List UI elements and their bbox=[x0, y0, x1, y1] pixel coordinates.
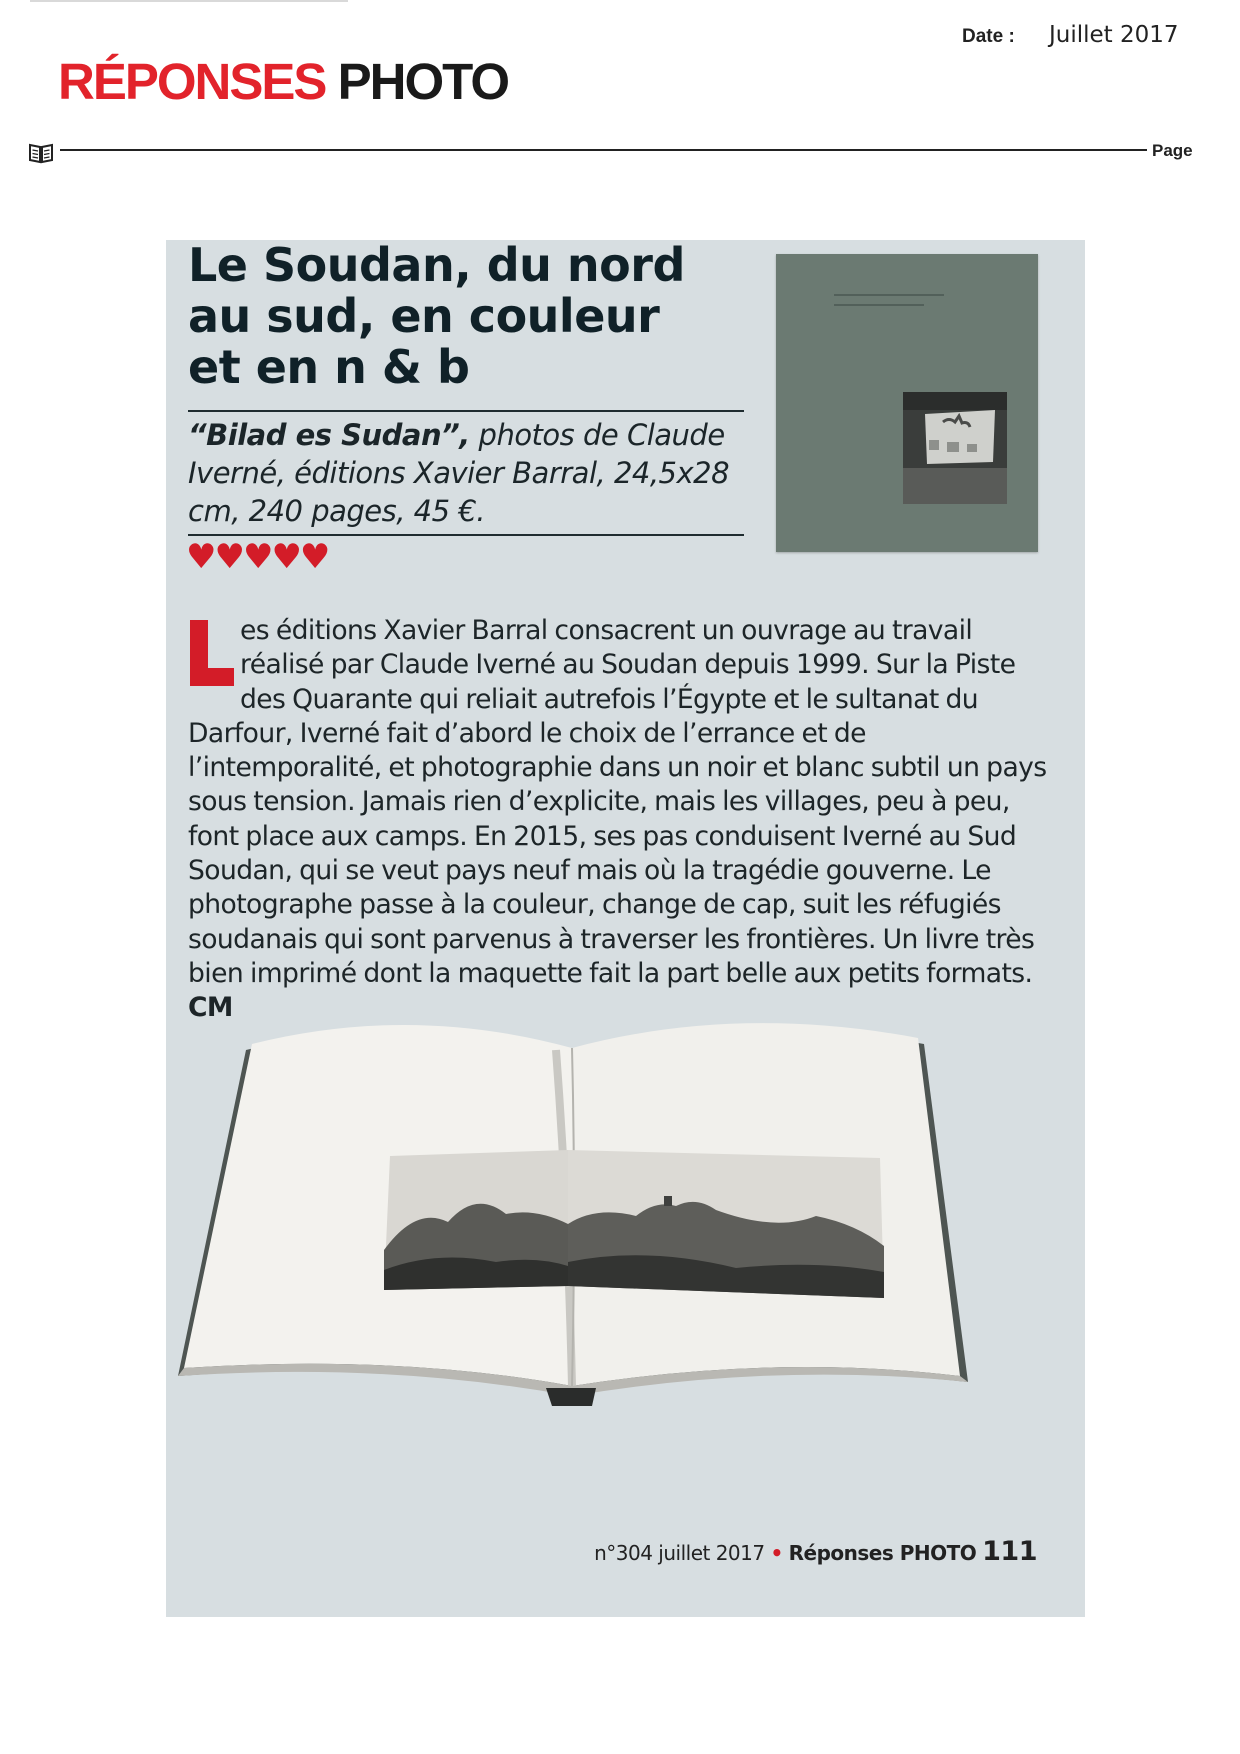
header-rule bbox=[60, 149, 1147, 151]
footer-bullet: • bbox=[770, 1541, 783, 1565]
article-body bbox=[188, 614, 1048, 1026]
page-footer bbox=[594, 1536, 1037, 1567]
logo-reponses: RÉPONSES bbox=[58, 53, 326, 110]
article-body-text: es éditions Xavier Barral consacrent un ouvrage au travail réalisé par Claude Iverné au Soudan depuis 1999. Sur la Piste des Quarante qui reliait autrefois l’Égypte et le sultanat du Darfour, Iverné fait d’abord le choix de l’errance et de l’intemporalité, et photographie dans un noir et blanc subtil un pays sous tension. Jamais rien d’explicite, mais les villages, peu à peu, font place aux camps. En 2015, ses pas conduisent Iverné au Sud Soudan, qui se veut pays neuf mais où la tragédie gouverne. Le photographe passe à la couleur, change de cap, suit les réfugiés soudanais qui sont parvenus à traverser les frontières. Un livre très bien imprimé dont la maquette fait la part belle aux petits formats. bbox=[188, 615, 1047, 989]
book-icon bbox=[28, 141, 54, 165]
article-panel bbox=[166, 240, 1085, 1617]
book-title: “Bilad es Sudan”, bbox=[188, 418, 470, 452]
dropcap-letter bbox=[188, 620, 240, 686]
logo-photo: PHOTO bbox=[337, 53, 509, 110]
author-signature: CM bbox=[188, 992, 233, 1024]
book-details: photos de Claude Iverné, éditions Xavier Barral, 24,5x28 cm, 240 pages, 45 €. bbox=[188, 418, 730, 528]
top-edge-rule bbox=[30, 0, 348, 2]
cover-title-line bbox=[834, 294, 944, 296]
publication-logo bbox=[58, 53, 509, 110]
dropcap-foot bbox=[190, 668, 234, 686]
credit-rule-bottom bbox=[188, 534, 744, 536]
date-label: Date : bbox=[962, 26, 1015, 47]
footer-publication: Réponses PHOTO bbox=[788, 1541, 977, 1565]
date-value: Juillet 2017 bbox=[1049, 22, 1179, 48]
page-label: Page bbox=[1152, 141, 1193, 160]
book-cover-image bbox=[776, 254, 1038, 552]
book-credit bbox=[188, 416, 744, 530]
article-headline: Le Soudan, du nord au sud, en couleur et en n & b bbox=[188, 238, 685, 394]
cover-subtitle-line bbox=[834, 304, 924, 306]
footer-page-number: 111 bbox=[982, 1536, 1037, 1567]
footer-issue: n°304 juillet 2017 bbox=[594, 1541, 765, 1565]
open-book-photo bbox=[176, 1010, 1056, 1430]
rating-hearts: ♥♥♥♥♥ bbox=[186, 537, 329, 577]
cover-photo bbox=[903, 392, 1007, 504]
credit-rule-top bbox=[188, 410, 744, 412]
